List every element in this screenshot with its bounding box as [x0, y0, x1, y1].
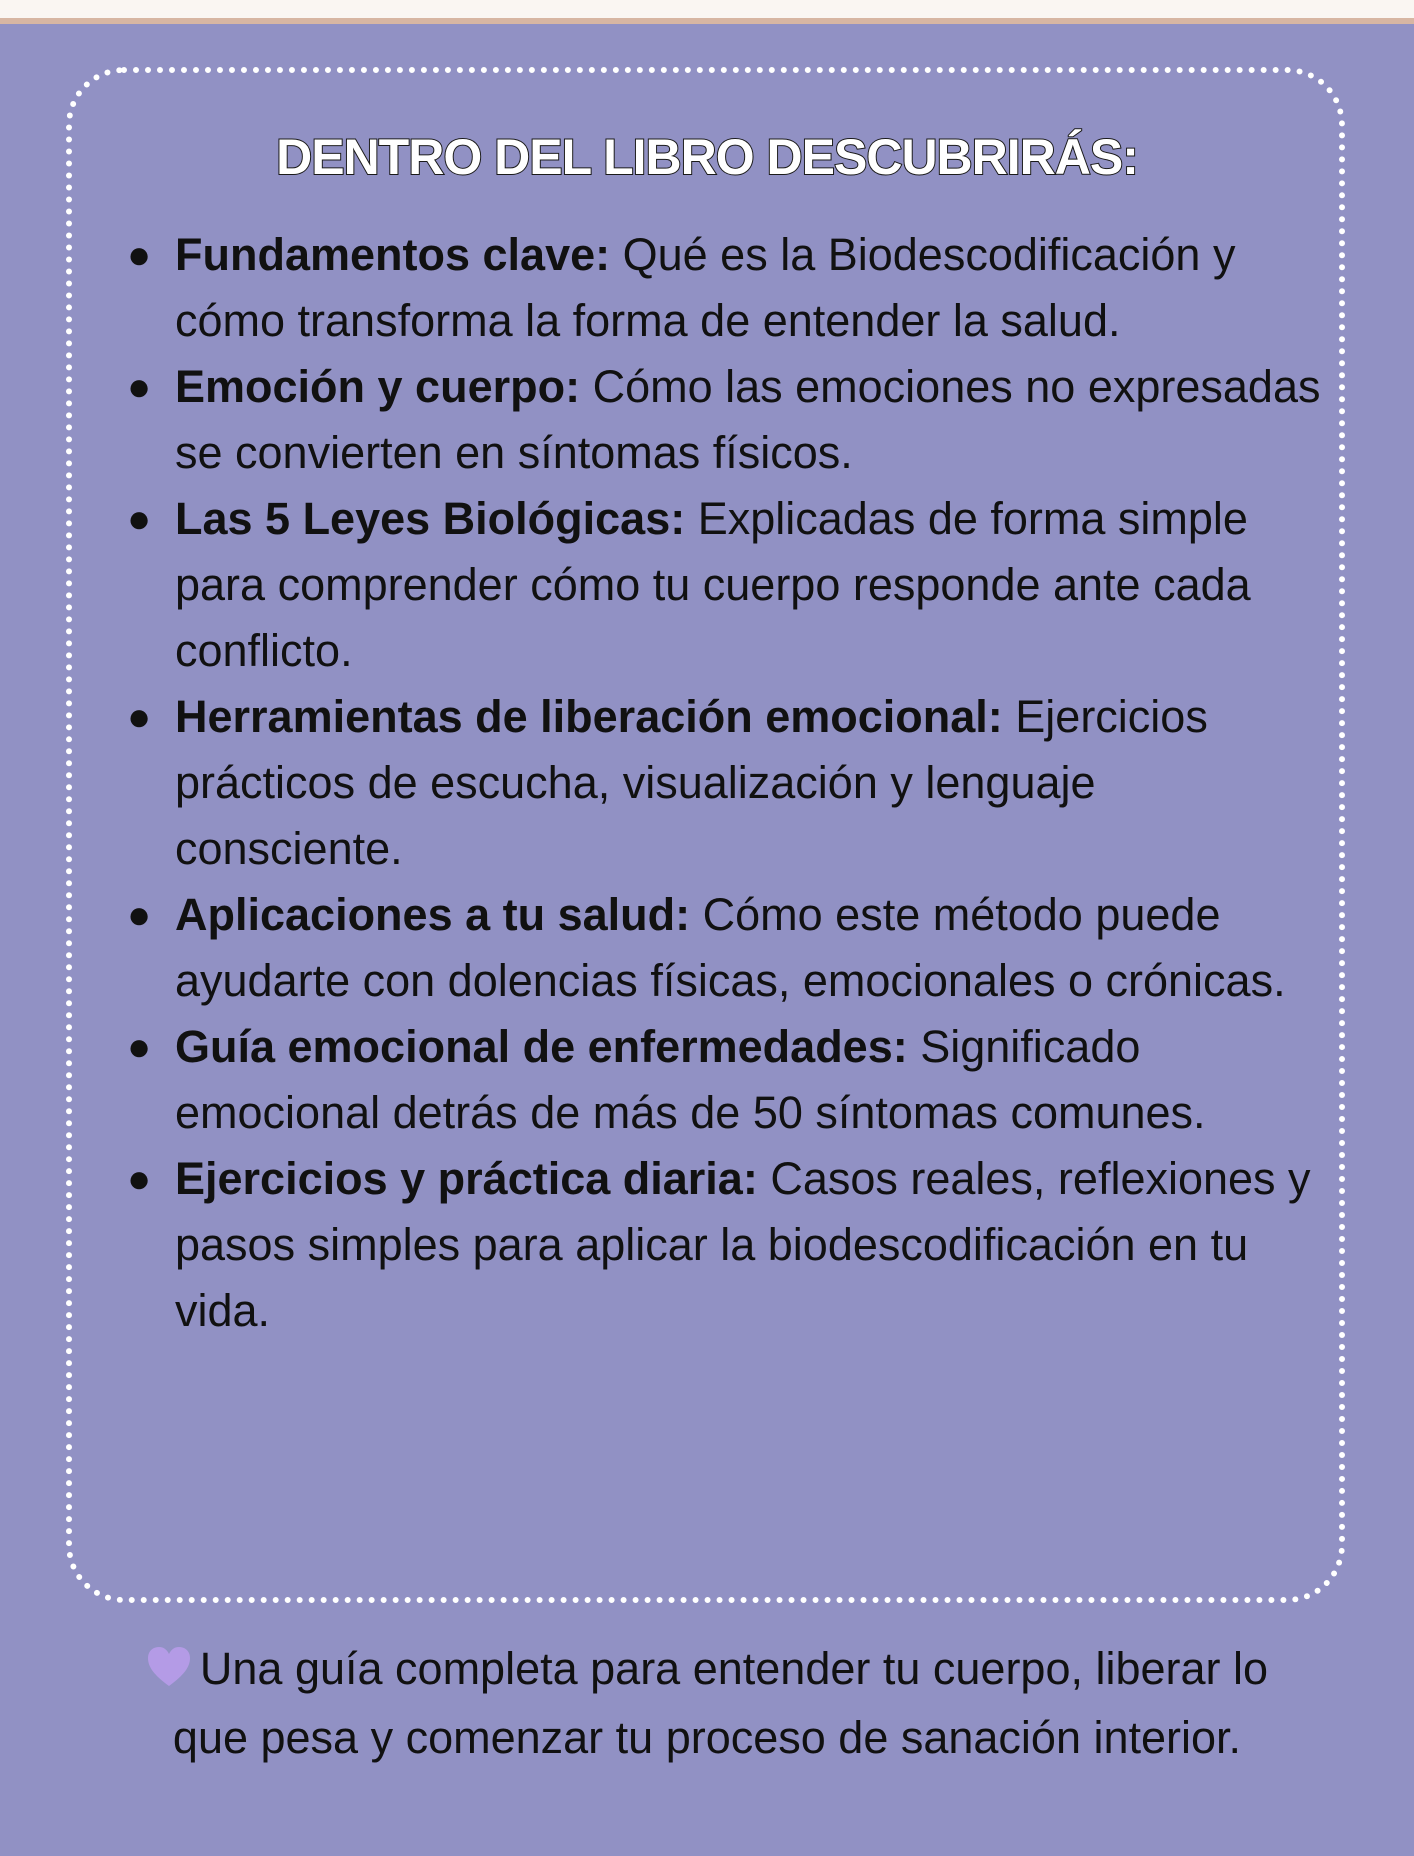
top-divider-line — [0, 18, 1414, 24]
feature-title: Aplicaciones a tu salud: — [175, 889, 691, 940]
heart-icon — [146, 1640, 192, 1705]
feature-text: Qué es la Biodescodificación y cómo transforma la forma de entender la salud. — [175, 229, 1236, 346]
feature-item — [127, 1146, 1325, 1344]
top-strip — [0, 0, 1414, 18]
footer-message — [140, 1636, 1274, 1770]
card-title: DENTRO DEL LIBRO DESCUBRIRÁS: — [276, 129, 1138, 185]
feature-item — [127, 222, 1325, 354]
feature-title: Herramientas de liberación emocional: — [175, 691, 1003, 742]
feature-text: Cómo las emociones no expresadas se convierten en síntomas físicos. — [175, 361, 1321, 478]
feature-title: Fundamentos clave: — [175, 229, 611, 280]
feature-title: Ejercicios y práctica diaria: — [175, 1153, 758, 1204]
feature-item — [127, 1014, 1325, 1146]
footer-text: Una guía completa para entender tu cuerpo, liberar lo que pesa y comenzar tu proceso de sanación interior. — [172, 1643, 1269, 1763]
feature-item — [127, 354, 1325, 486]
feature-item — [127, 684, 1325, 882]
bullet-icon: ● — [127, 1025, 152, 1069]
feature-text: Significado emocional detrás de más de 50 síntomas comunes. — [175, 1021, 1206, 1138]
bullet-icon: ● — [127, 497, 152, 541]
feature-item — [127, 882, 1325, 1014]
feature-list — [127, 222, 1325, 1344]
feature-title: Las 5 Leyes Biológicas: — [175, 493, 686, 544]
feature-text: Explicadas de forma simple para comprender cómo tu cuerpo responde ante cada conflicto. — [175, 493, 1251, 676]
bullet-icon: ● — [127, 365, 152, 409]
bullet-icon: ● — [127, 233, 152, 277]
feature-text: Casos reales, reflexiones y pasos simples para aplicar la biodescodificación en tu vida. — [175, 1153, 1311, 1336]
feature-item — [127, 486, 1325, 684]
feature-title: Emoción y cuerpo: — [175, 361, 581, 412]
feature-title: Guía emocional de enfermedades: — [175, 1021, 908, 1072]
bullet-icon: ● — [127, 893, 152, 937]
feature-text: Ejercicios prácticos de escucha, visualización y lenguaje consciente. — [175, 691, 1208, 874]
bullet-icon: ● — [127, 695, 152, 739]
bullet-icon: ● — [127, 1157, 152, 1201]
feature-text: Cómo este método puede ayudarte con dolencias físicas, emocionales o crónicas. — [175, 889, 1286, 1006]
